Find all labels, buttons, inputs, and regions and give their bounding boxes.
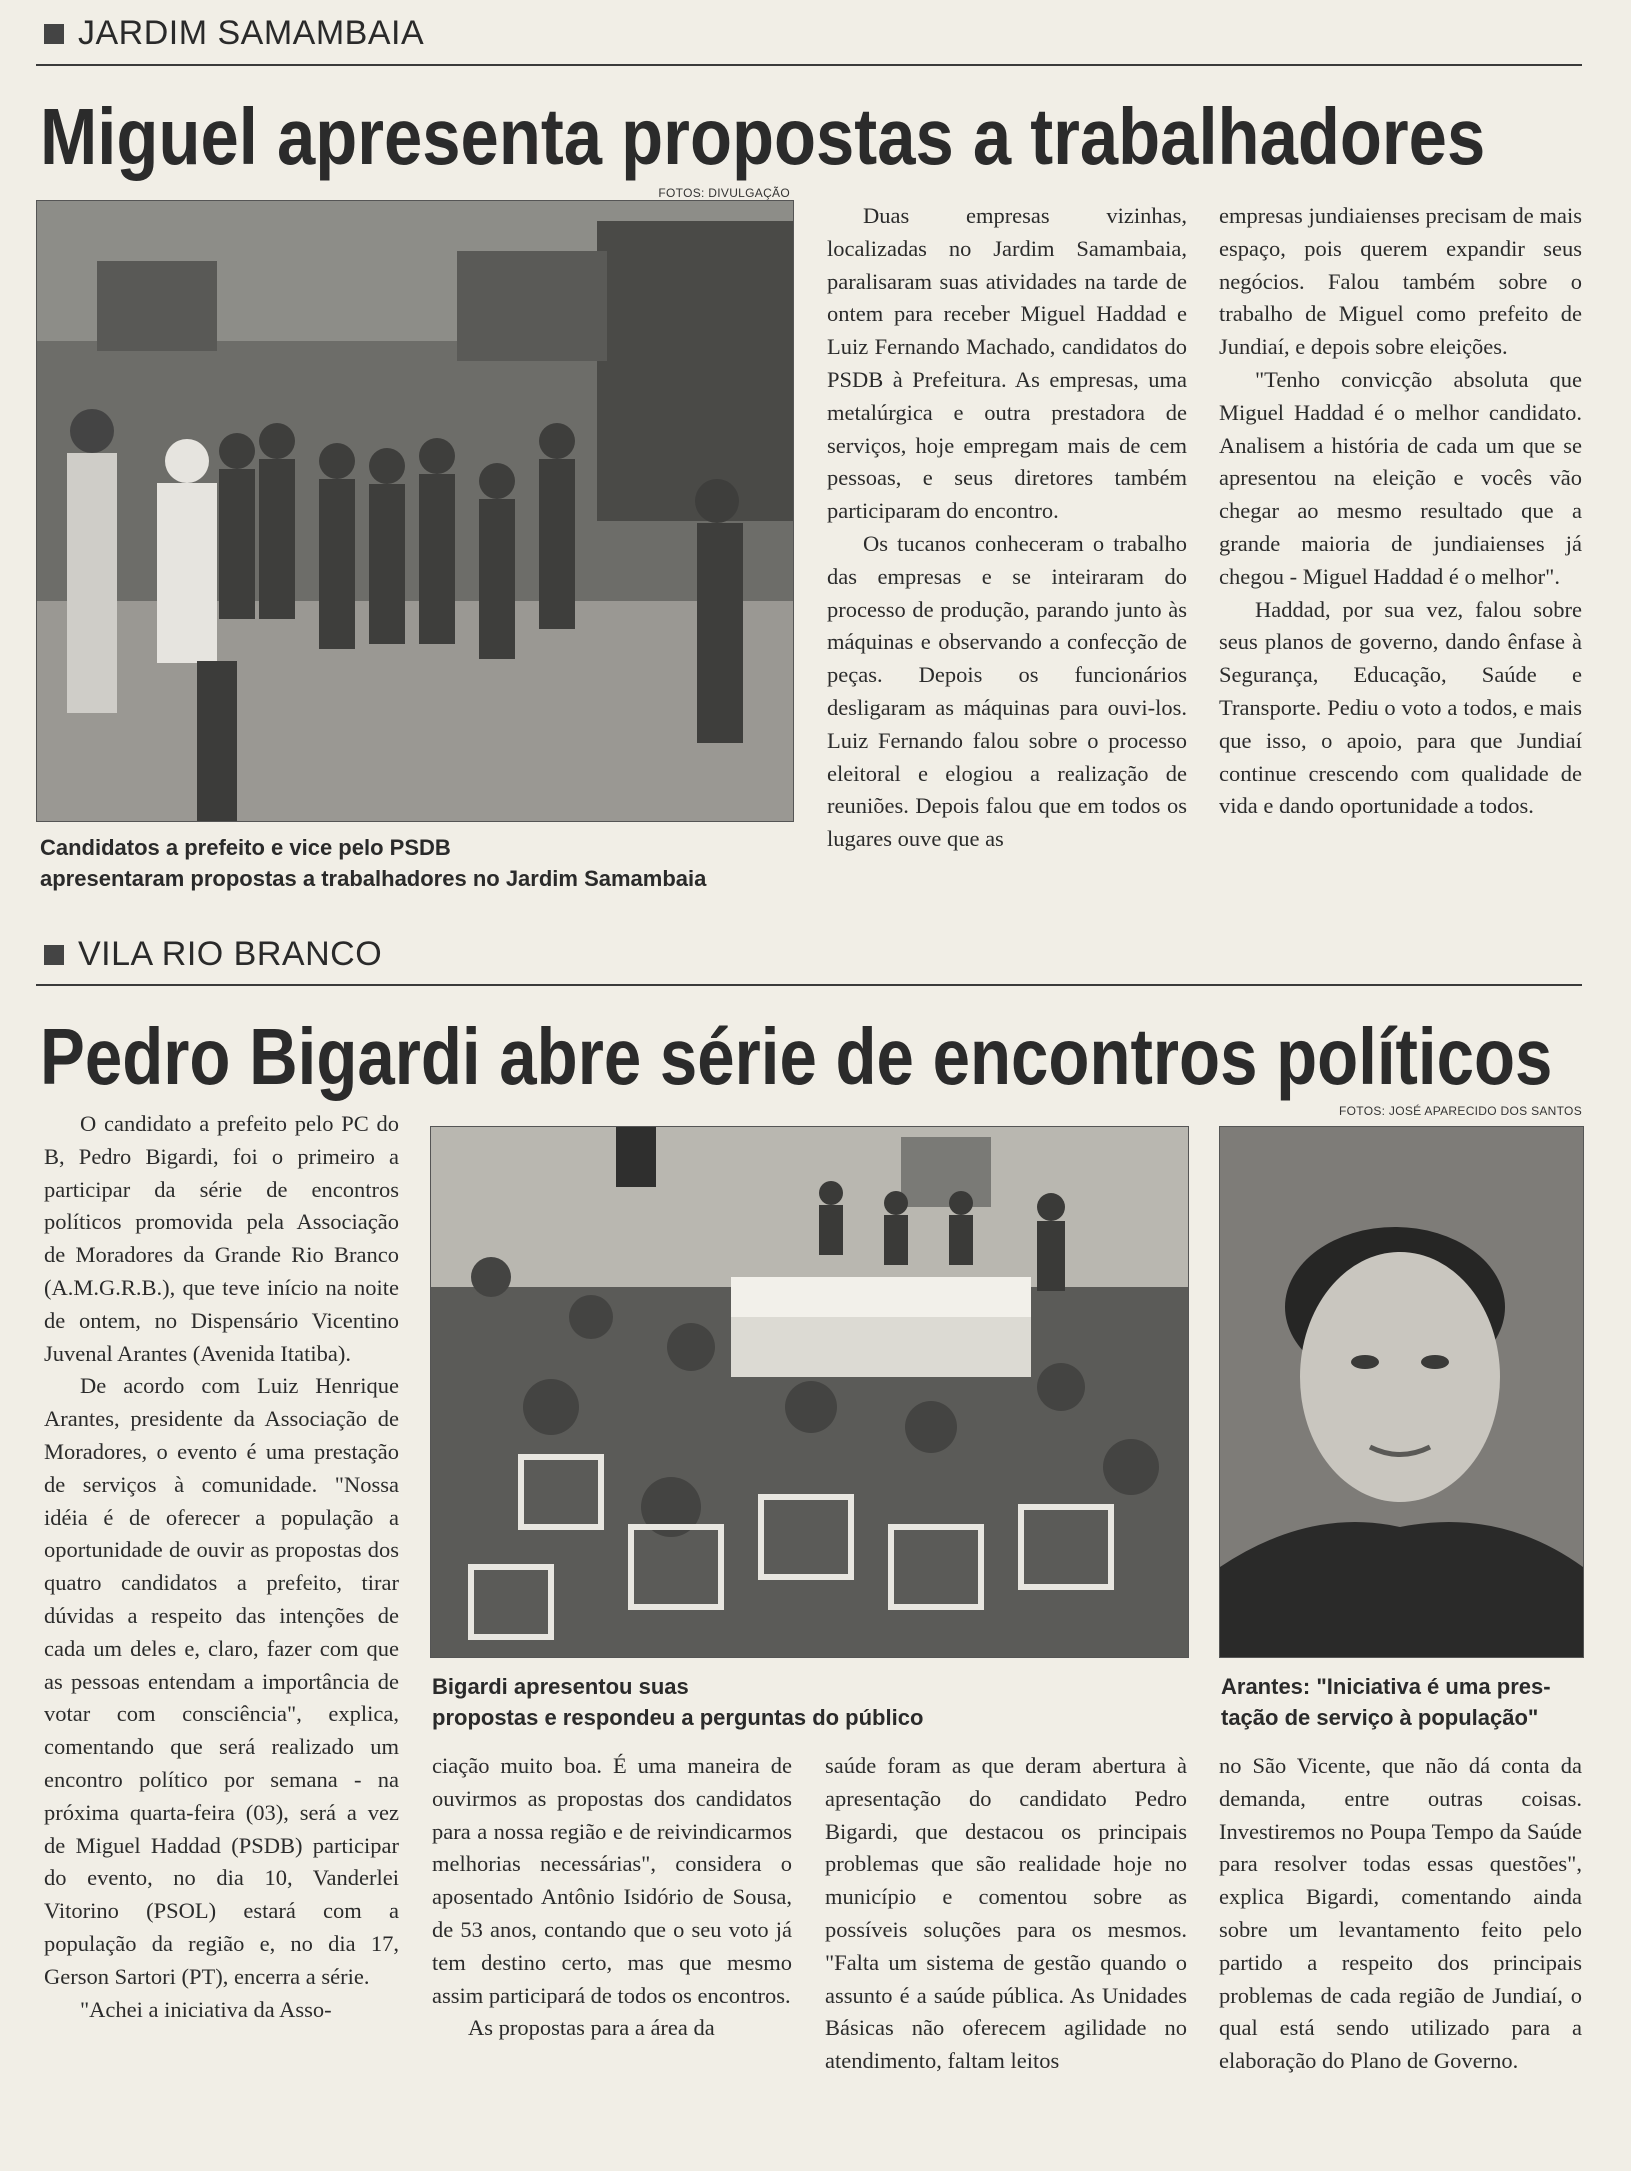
workers-meeting-photo (36, 200, 794, 822)
paragraph: no São Vicente, que não dá conta da demanda, entre outras coisas. Investiremos no Poupa Tempo da Saúde para resolver todas essas questões", explica Bigardi, comentando ainda sobre um levantamento feito pelo partido a respeito dos principais problemas de cada região de Jundiaí, o qual está sendo utilizado para a elaboração do Plano de Governo. (1219, 1753, 1582, 2074)
section-marker-icon (44, 945, 64, 965)
article1-column-1 (827, 200, 1187, 856)
section-marker-icon (44, 24, 64, 44)
meeting-photo-graphic (431, 1127, 1188, 1657)
workers-photo-graphic (37, 201, 793, 821)
paragraph: O candidato a prefeito pelo PC do B, Pedro Bigardi, foi o primeiro a participar da série de encontros políticos promovida pela Associação de Moradores da Grande Rio Branco (A.M.G.R.B.), que teve início na noite de ontem, no Dispensário Vicentino Juvenal Arantes (Avenida Itatiba). (44, 1111, 399, 1366)
section-divider (36, 64, 1582, 66)
paragraph: De acordo com Luiz Henrique Arantes, presidente da Associação de Moradores, o evento é uma prestação de serviços à comunidade. "Nossa idéia é de oferecer a população a oportunidade de ouvir as propostas dos quatro candidatos a prefeito, tirar dúvidas a respeito das intenções de cada um deles e, claro, fazer com que as pessoas entendam a importância de votar com consciência", explica, comentando que será realizado um encontro político por semana - na próxima quarta-feira (03), será a vez de Miguel Haddad (PSDB) participar do evento, no dia 10, Vanderlei Vitorino (PSOL) estará com a população da região e, no dia 17, Gerson Sartori (PT), encerra a série. (44, 1373, 399, 1989)
section-label-vila-rio-branco (44, 935, 382, 974)
caption-line: propostas e respondeu a perguntas do público (432, 1705, 924, 1730)
section-divider (36, 984, 1582, 986)
article2-column-1 (44, 1108, 399, 2026)
paragraph: ciação muito boa. É uma maneira de ouvirmos as propostas dos candidatos para a nossa região e de reivindicarmos melhorias necessárias", considera o aposentado Antônio Isidório de Sousa, de 53 anos, contando que o seu voto já tem destino certo, mas que mesmo assim participará de todos os encontros. (432, 1753, 792, 2008)
photo-credit: FOTOS: JOSÉ APARECIDO DOS SANTOS (1339, 1104, 1582, 1118)
caption-line: Bigardi apresentou suas (432, 1674, 689, 1699)
caption-line: Arantes: "Iniciativa é uma pres- (1221, 1674, 1551, 1699)
portrait-photo-caption (1221, 1671, 1586, 1733)
portrait-photo-graphic (1220, 1127, 1583, 1657)
paragraph: "Tenho convicção absoluta que Miguel Haddad é o melhor candidato. Analisem a história de cada um que se apresentou na eleição e vocês vão chegar ao mesmo resultado que a grande maioria de jundiaienses já chegou - Miguel Haddad é o melhor". (1219, 366, 1582, 589)
portrait-photo (1219, 1126, 1584, 1658)
paragraph: empresas jundiaienses precisam de mais espaço, pois querem expandir seus negócios. Falou também sobre o trabalho de Miguel como prefeito de Jundiaí, e depois sobre eleições. (1219, 203, 1582, 360)
headline: Pedro Bigardi abre série de encontros políticos (40, 1012, 1553, 1101)
paragraph: As propostas para a área da (468, 2015, 715, 2041)
article2-column-2 (432, 1750, 792, 2045)
paragraph: Os tucanos conheceram o trabalho das empresas e se inteiraram do processo de produção, parando junto às máquinas e observando a confecção de peças. Depois os funcionários desligaram as máquinas para ouvi-los. Luiz Fernando falou sobre o processo eleitoral e elogiou a realização de reuniões. Depois falou que em todos os lugares ouve que as (827, 530, 1187, 852)
caption-line: apresentaram propostas a trabalhadores no Jardim Samambaia (40, 866, 707, 891)
photo-caption (40, 832, 800, 894)
paragraph: "Achei a iniciativa da Asso- (80, 1996, 332, 2022)
section-label-text: VILA RIO BRANCO (78, 935, 383, 973)
article2-column-3 (825, 1750, 1187, 2078)
meeting-photo (430, 1126, 1189, 1658)
caption-line: tação de serviço à população" (1221, 1705, 1539, 1730)
paragraph: Haddad, por sua vez, falou sobre seus planos de governo, dando ênfase à Segurança, Educação, Saúde e Transporte. Pediu o voto a todos, e mais que isso, o apoio, para que Jundiaí continue crescendo com qualidade de vida e dando oportunidade a todos. (1219, 596, 1582, 819)
section-label-text: JARDIM SAMAMBAIA (78, 14, 425, 52)
article2-column-4 (1219, 1750, 1582, 2078)
caption-line: Candidatos a prefeito e vice pelo PSDB (40, 835, 451, 860)
headline: Miguel apresenta propostas a trabalhadores (40, 92, 1486, 181)
paragraph: Duas empresas vizinhas, localizadas no Jardim Samambaia, paralisaram suas atividades na tarde de ontem para receber Miguel Haddad e Luiz Fernando Machado, candidatos do PSDB à Prefeitura. As empresas, uma metalúrgica e outra prestadora de serviços, hoje empregam mais de cem pessoas, e seus diretores também participaram do encontro. (827, 203, 1187, 524)
article1-column-2 (1219, 200, 1582, 823)
meeting-photo-caption (432, 1671, 1192, 1733)
section-label-jardim-samambaia (44, 14, 424, 53)
photo-credit: FOTOS: DIVULGAÇÃO (658, 186, 790, 200)
paragraph: saúde foram as que deram abertura à apresentação do candidato Pedro Bigardi, que destacou os principais problemas que são realidade hoje no município e comentou sobre as possíveis soluções para os mesmos. "Falta um sistema de gestão quando o assunto é a saúde pública. As Unidades Básicas não oferecem agilidade no atendimento, faltam leitos (825, 1753, 1187, 2074)
